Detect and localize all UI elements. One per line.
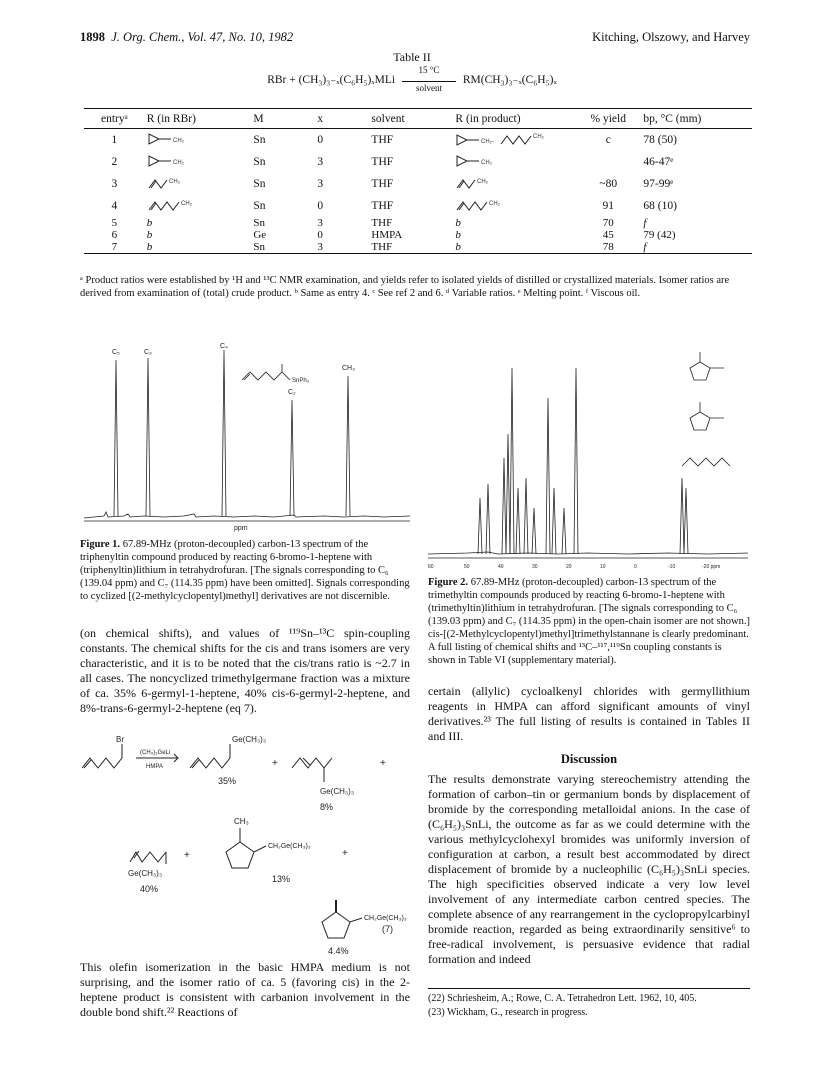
- figure-2-caption-label: Figure 2.: [428, 577, 469, 588]
- svg-text:CH₂: CH₂: [172, 159, 184, 166]
- table-footnote: ᵃ Product ratios were established by ¹H and ¹³C NMR examination, and yields refer to isolated yields of distilled or crystallized materials. Isomer ratios are derived from examination of (total) crude product. ᵇ Same as entry 4. ᶜ See ref 2 and 6. ᵈ Variable ratios. ᵉ Melting point. ᶠ Viscous oil.: [80, 275, 730, 299]
- axis-label-ppm: ppm: [234, 525, 248, 532]
- peak-label-c5: C₅: [112, 349, 120, 356]
- arrow-condition-temp: 15 °C: [418, 64, 440, 75]
- structure-alkenyl: [145, 173, 252, 195]
- running-header-left: [80, 30, 293, 45]
- axis-tick: 50: [464, 564, 470, 570]
- cell-x: 0: [317, 200, 324, 212]
- eq-pct4: 13%: [272, 874, 291, 884]
- reaction-scheme: [0, 64, 824, 93]
- cell-solvent: THF: [369, 241, 453, 254]
- col-header-r: R (in RBr): [145, 109, 252, 129]
- cell-bp: 46-47ᵉ: [643, 156, 674, 168]
- cell-yield: 45: [602, 229, 614, 241]
- col-header-m: M: [251, 109, 315, 129]
- cell-r: b: [146, 217, 153, 229]
- svg-text:CH₂: CH₂: [481, 159, 493, 166]
- table-row: [84, 151, 752, 173]
- reaction-arrow: [402, 64, 456, 93]
- axis-tick: 30: [532, 564, 538, 570]
- cell-solvent: HMPA: [371, 229, 403, 241]
- structure-product-2: [453, 151, 575, 173]
- eq-ch3: CH₃: [234, 817, 249, 826]
- cell-yield: 70: [602, 217, 614, 229]
- figure-2-caption: [428, 576, 750, 667]
- data-table: [84, 108, 752, 254]
- reference-22: (22) Schriesheim, A.; Rowe, C. A. Tetrahedron Lett. 1962, 10, 405.: [428, 993, 697, 1004]
- svg-text:CH₂: CH₂: [477, 178, 489, 185]
- cell-metal: Sn: [253, 134, 266, 146]
- structure-product-3: [453, 173, 575, 195]
- structure-label: SnPh₃: [292, 378, 310, 384]
- cell-metal: Sn: [253, 217, 265, 229]
- svg-text:CH₂: CH₂: [533, 133, 545, 140]
- peak-label-c3: C₃: [144, 349, 152, 356]
- structure-chain: [682, 458, 730, 466]
- body-col1-bottom: This olefin isomerization in the basic HMPA medium is not surprising, and the isomer ratio of ca. 5 (favoring cis) in the 2-heptene product is consistent with carbanion involvement in the double bond shift.²² Reactions of: [80, 960, 410, 1019]
- eq-plus: +: [272, 758, 278, 769]
- figure-1-caption: [80, 538, 410, 603]
- cell-x: 3: [317, 178, 324, 190]
- eq-plus-2: +: [380, 758, 386, 769]
- cell-solvent: THF: [371, 156, 394, 168]
- cell-bp: 78 (50): [643, 134, 677, 146]
- axis-tick: -20 ppm: [702, 564, 721, 570]
- axis-tick: -10: [668, 564, 676, 570]
- arrow-condition-solvent: solvent: [415, 82, 442, 93]
- structure-product-1: [453, 129, 575, 152]
- table-header-row: [84, 109, 752, 129]
- axis-tick: 60: [428, 564, 434, 570]
- page-number: 1898: [80, 30, 105, 44]
- cell-metal: Ge: [253, 229, 267, 241]
- eq-pct2: 8%: [320, 802, 334, 812]
- cell-entry: 6: [111, 229, 118, 241]
- cell-entry: 4: [111, 200, 118, 212]
- cell-x: 0: [317, 229, 323, 241]
- cell-yield: 91: [602, 200, 614, 212]
- journal-citation: J. Org. Chem., Vol. 47, No. 10, 1982: [111, 30, 294, 44]
- cell-solvent: THF: [371, 217, 393, 229]
- body-col1-top: (on chemical shifts), and values of ¹¹⁹Sn–¹³C spin-coupling constants. The chemical shifts for the cis and trans isomers are very characteristic, and it is to be noted that the cis/trans ratio is ~2.7 in all cases. The noncyclized trimethylgermane fraction was a mixture of ca. 35% 6-germyl-1-heptene, 40% cis-6-germyl-2-heptene, and 8%-trans-6-germyl-2-heptene (eq 7).: [80, 626, 410, 715]
- cell-x: 3: [315, 241, 369, 254]
- table-row: [84, 129, 752, 152]
- cell-r: b: [146, 229, 153, 241]
- references: [428, 988, 750, 1021]
- svg-text:CH₂: CH₂: [168, 178, 180, 185]
- cell-bp: 79 (42): [643, 229, 676, 241]
- eq-number: (7): [382, 924, 393, 934]
- cell-yield: ~80: [599, 178, 618, 190]
- cell-bp: f: [641, 241, 752, 254]
- table-row: [84, 241, 752, 254]
- figure-2-spectrum: [428, 338, 748, 570]
- peak-label-c2: C₂: [288, 389, 296, 396]
- cell-yield: c: [605, 134, 611, 146]
- cell-x: 3: [317, 217, 323, 229]
- cell-entry: 2: [111, 156, 118, 168]
- cell-yield: 78: [575, 241, 641, 254]
- peak-label-c4: C₄: [220, 343, 228, 350]
- body-discussion: The results demonstrate varying stereochemistry attending the formation of carbon–tin or germanium bonds by displacement of bromide by the corresponding metalloidal anions. In the case of (C₆H₅)₃SnLi, the outcome as far as we could determine with the various methylcyclohexyl bromides was uniformly inversion of configuration at carbon, a result best accommodated by direct displacement of bromide by a nucleophilic (C₆H₅)₃SnLi species. The high specificities observed indicate a very low level involvement of any intermediate carbon centred species. The complete absence of any rearrangement in the cyclopropylcarbinyl bromide reaction, regarded as being extraordinarily sensitive⁶ to free-radical involvement, is persuasive evidence that radial formation and indeed: [428, 772, 750, 966]
- structure-cyclopentyl-1: [690, 352, 724, 380]
- cell-solvent: THF: [371, 200, 394, 212]
- eq-ge3: Ge(CH₃)₃: [128, 869, 163, 878]
- cell-entry: 5: [111, 217, 118, 229]
- structure-cyclopropylmethyl: [145, 151, 252, 173]
- cell-r-product: b: [455, 229, 461, 241]
- eq-ge1: Ge(CH₃)₃: [232, 735, 267, 744]
- cell-solvent: THF: [371, 134, 394, 146]
- structure-cyclopropylmethyl: [145, 129, 252, 152]
- cell-metal: Sn: [253, 156, 266, 168]
- cell-bp: 97-99ᵉ: [643, 178, 674, 190]
- cell-r-product: b: [453, 241, 575, 254]
- col-header-yield: % yield: [575, 109, 641, 129]
- peak-label-ch3: CH₃: [342, 365, 355, 372]
- cell-r: b: [145, 241, 252, 254]
- col-header-x: x: [315, 109, 369, 129]
- body-col2-top: certain (allylic) cycloalkenyl chlorides with germyllithium reagents in HMPA can afford significant amounts of vinyl derivatives.²³ The full listing of results is contained in Tables II and III.: [428, 684, 750, 743]
- eq-br: Br: [116, 735, 124, 744]
- col-header-entry: entryᵃ: [84, 109, 145, 129]
- svg-text:CH₂: CH₂: [489, 200, 501, 207]
- eq-ge5: CH₂Ge(CH₃)₃: [364, 915, 407, 922]
- eq-reagent-bottom: HMPA: [146, 764, 163, 770]
- cell-x: 0: [317, 134, 324, 146]
- structure-heptenyl: [145, 195, 252, 217]
- col-header-r-product: R (in product): [453, 109, 575, 129]
- structure-heptenyl-snph3: [242, 364, 290, 380]
- svg-text:CH₂: CH₂: [172, 137, 184, 144]
- structure-product-4: [453, 195, 575, 217]
- section-title: Discussion: [560, 752, 618, 766]
- axis-tick: 10: [600, 564, 606, 570]
- table-title: Table II: [393, 50, 431, 64]
- reference-23: (23) Wickham, G., research in progress.: [428, 1007, 588, 1018]
- col-header-bp: bp, °C (mm): [641, 109, 752, 129]
- cell-bp: 68 (10): [643, 200, 677, 212]
- cell-yield: [575, 151, 641, 173]
- axis-tick: 40: [498, 564, 504, 570]
- eq-ge4: CH₂Ge(CH₃)₃: [268, 843, 311, 850]
- table-row: [84, 217, 752, 229]
- reaction-reactants: RBr + (CH₃)₃₋ₓ(C₆H₅)ₓMLi: [267, 74, 396, 86]
- eq-pct1: 35%: [218, 776, 237, 786]
- eq-pct3: 40%: [140, 884, 159, 894]
- cell-bp: f: [643, 217, 647, 229]
- eq-pct5: 4.4%: [328, 946, 349, 956]
- col-header-solvent: solvent: [369, 109, 453, 129]
- axis-tick: 0: [634, 564, 637, 570]
- svg-text:CH₂-: CH₂-: [481, 138, 495, 145]
- cell-r-product: b: [455, 217, 461, 229]
- eq-ge2: Ge(CH₃)₃: [320, 787, 355, 796]
- equation-7: [80, 732, 410, 958]
- table-row: [84, 229, 752, 241]
- cell-metal: Sn: [253, 178, 266, 190]
- cell-metal: Sn: [253, 200, 266, 212]
- axis-tick: 20: [566, 564, 572, 570]
- figure-2-caption-text: 67.89-MHz (proton-decoupled) carbon-13 spectrum of the trimethyltin compounds produced by reacting 6-bromo-1-heptene with (trimethyltin)lithium in tetrahydrofuran. [The signals corresponding to C₆ (139.03 ppm) and C₇ (114.35 ppm) in the open-chain isomer are not shown.] cis-[(2-Methylcyclopentyl)methyl]trimethylstannane is clearly predominant. A full listing of chemical shifts and ¹³C–¹¹⁷,¹¹⁹Sn coupling constants is shown in Table VI (supplementary material).: [428, 577, 750, 666]
- figure-1-caption-text: 67.89-MHz (proton-decoupled) carbon-13 spectrum of the triphenyltin compound produced by reacting 6-bromo-1-heptene with (triphenyltin)lithium in tetrahydrofuran. [The signals corresponding to C₆ (139.04 ppm) and C₇ (114.35 ppm) have been omitted]. Signals corresponding to cyclized [(2-methylcyclopentyl)methyl] derivatives are not discernible.: [80, 539, 410, 602]
- cell-entry: 7: [84, 241, 145, 254]
- figure-1-caption-label: Figure 1.: [80, 539, 121, 550]
- svg-text:CH₂: CH₂: [180, 200, 192, 207]
- cell-solvent: THF: [371, 178, 394, 190]
- table-row: [84, 195, 752, 217]
- structure-cyclopentyl-2: [690, 402, 724, 430]
- table-row: [84, 173, 752, 195]
- cell-metal: Sn: [251, 241, 315, 254]
- figure-1-spectrum: [84, 340, 410, 534]
- eq-reagent-top: (CH₃)₃GeLi: [140, 750, 171, 756]
- eq-plus-3: +: [184, 850, 190, 861]
- running-header-authors: Kitching, Olszowy, and Harvey: [592, 30, 750, 44]
- eq-plus-4: +: [342, 848, 348, 859]
- cell-entry: 3: [111, 178, 118, 190]
- cell-entry: 1: [111, 134, 118, 146]
- reaction-product: RM(CH₃)₃₋ₓ(C₆H₅)ₓ: [462, 74, 557, 86]
- cell-x: 3: [317, 156, 324, 168]
